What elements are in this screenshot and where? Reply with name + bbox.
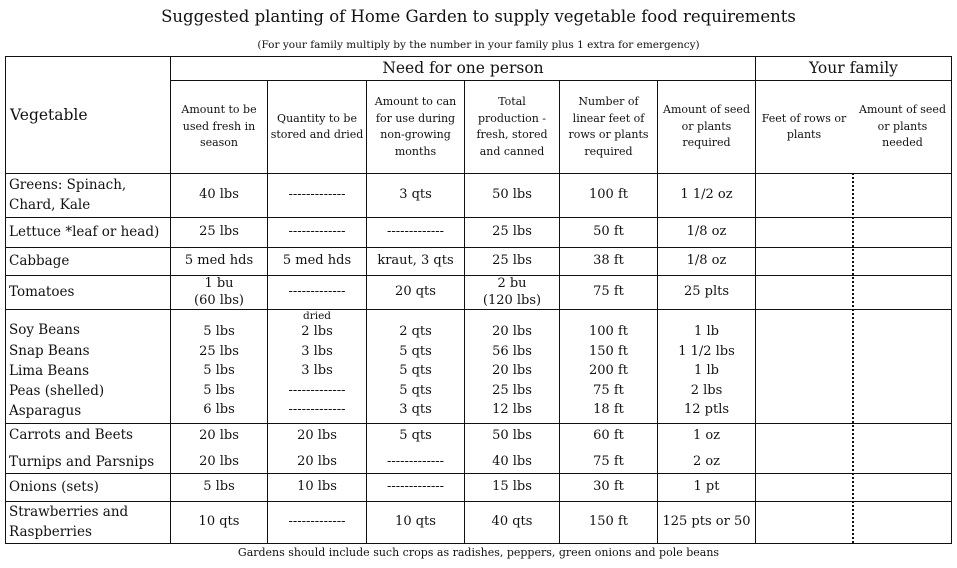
vegetable-name: Greens: Spinach, [9, 176, 127, 193]
page-subtitle: (For your family multiply by the number in your family plus 1 extra for emergency) [257, 39, 700, 51]
col-header-family-rows: Feet of rows or plants [761, 111, 847, 141]
col-header-feet: Number of linear feet of rows or plants required [568, 95, 649, 158]
total-value: 12 lbs [492, 402, 532, 418]
stored-value: 2 lbs [301, 324, 333, 340]
vegetable-name: Onions (sets) [9, 478, 99, 495]
row-onions-feet [560, 474, 657, 501]
row-tomatoes-seed [658, 276, 755, 309]
stored-value: ------------- [288, 514, 346, 530]
row-cabbage-fresh [171, 248, 267, 275]
total-value: 40 qts [491, 514, 533, 530]
canned-value: 5 qts [399, 428, 432, 444]
total-value: 20 lbs [492, 363, 532, 379]
row-onions-family-seed[interactable] [854, 474, 951, 501]
row-roots-vegetable [9, 424, 169, 473]
fresh-value: 5 lbs [203, 479, 235, 495]
total-value: 25 lbs [492, 253, 532, 269]
row-beans-family-seed[interactable] [854, 321, 951, 421]
row-roots-canned [367, 424, 464, 473]
canned-value: 2 qts [399, 324, 432, 340]
feet-value: 60 ft [593, 428, 624, 444]
stored-value: ------------- [288, 382, 346, 398]
vegetable-name: Asparagus [9, 403, 82, 420]
fresh-value: 25 lbs [199, 224, 239, 240]
col-header-canned: Amount to can for use during non-growing months [374, 95, 457, 158]
row-greens-family-seed[interactable] [854, 174, 951, 217]
fresh-value: (60 lbs) [194, 292, 244, 308]
row-lettuce-vegetable [9, 218, 169, 247]
seed-value: 125 pts or 50 [662, 514, 751, 530]
row-roots-family-seed[interactable] [854, 424, 951, 473]
fresh-value: 5 med hds [184, 253, 254, 269]
row-lettuce-seed [658, 218, 755, 247]
vegetable-name: Snap Beans [9, 342, 90, 359]
row-berries-feet [560, 502, 657, 543]
row-beans-vegetable [9, 321, 169, 421]
row-greens-seed [658, 174, 755, 217]
row-onions-family-rows[interactable] [756, 474, 852, 501]
vegetable-name: Tomatoes [9, 284, 75, 301]
canned-value: 5 qts [399, 382, 432, 398]
seed-value: 2 lbs [690, 382, 723, 398]
row-lettuce-fresh [171, 218, 267, 247]
row-cabbage-family-rows[interactable] [756, 248, 852, 275]
seed-value: 1 lb [694, 324, 719, 340]
row-greens-stored [268, 174, 366, 217]
feet-value: 150 ft [589, 343, 628, 359]
row-greens-feet [560, 174, 657, 217]
seed-value: 1 1/2 lbs [678, 343, 735, 359]
canned-value: ------------- [386, 224, 445, 240]
canned-value: 5 qts [399, 363, 432, 379]
stored-value: 3 lbs [301, 363, 333, 379]
stored-value: 5 med hds [282, 253, 352, 269]
page-title: Suggested planting of Home Garden to supply vegetable food requirements [161, 7, 796, 26]
need-one-person-header: Need for one person [382, 59, 544, 78]
vegetable-name: Turnips and Parsnips [9, 453, 155, 470]
feet-value: 200 ft [589, 363, 628, 379]
seed-value: 1/8 oz [686, 253, 727, 269]
row-onions-vegetable [9, 474, 169, 501]
vegetable-name: Carrots and Beets [9, 427, 133, 444]
seed-value: 1 pt [693, 479, 720, 495]
row-tomatoes-fresh [171, 276, 267, 309]
row-cabbage-vegetable [9, 248, 169, 275]
feet-value: 150 ft [589, 514, 628, 530]
col-header-fresh: Amount to be used fresh in season [181, 103, 257, 150]
fresh-value: 5 lbs [203, 363, 235, 379]
row-roots-seed [658, 424, 755, 473]
vegetable-name: Cabbage [9, 252, 70, 269]
fresh-value: 5 lbs [203, 324, 235, 340]
fresh-value: 5 lbs [203, 382, 235, 398]
fresh-value: 25 lbs [199, 343, 239, 359]
col-header-family-seed: Amount of seed or plants needed [859, 103, 946, 150]
seed-value: 12 ptls [683, 402, 730, 418]
vegetable-name: Peas (shelled) [9, 383, 105, 400]
canned-value: kraut, 3 qts [377, 253, 454, 269]
fresh-value: 6 lbs [203, 402, 235, 418]
seed-value: 1 lb [694, 363, 719, 379]
row-berries-vegetable [9, 502, 169, 543]
stored-value: 3 lbs [301, 343, 333, 359]
total-value: 50 lbs [492, 428, 532, 444]
row-cabbage-canned [367, 248, 464, 275]
total-value: 15 lbs [492, 479, 532, 495]
canned-value: ------------- [386, 479, 445, 495]
row-lettuce-feet [560, 218, 657, 247]
dried-note: dried [302, 310, 332, 322]
row-beans-fresh [171, 321, 267, 421]
feet-value: 75 ft [593, 453, 624, 469]
feet-value: 50 ft [593, 224, 624, 240]
seed-value: 2 oz [692, 453, 721, 469]
row-lettuce-stored [268, 218, 366, 247]
stored-value: 10 lbs [297, 479, 337, 495]
row-roots-family-rows[interactable] [756, 424, 852, 473]
feet-value: 75 ft [593, 284, 624, 300]
feet-value: 100 ft [589, 324, 628, 340]
stored-value: 20 lbs [297, 453, 337, 469]
feet-value: 18 ft [593, 402, 624, 418]
canned-value: 10 qts [395, 514, 436, 530]
canned-value: ------------- [386, 453, 445, 469]
row-tomatoes-family-seed[interactable] [854, 276, 951, 309]
row-lettuce-canned [367, 218, 464, 247]
row-cabbage-family-seed[interactable] [854, 248, 951, 275]
row-onions-seed [658, 474, 755, 501]
row-onions-total [465, 474, 559, 501]
seed-value: 25 plts [683, 284, 730, 300]
row-onions-fresh [171, 474, 267, 501]
total-value: 2 bu [497, 276, 527, 292]
seed-value: 1 1/2 oz [680, 187, 733, 203]
feet-value: 75 ft [593, 382, 624, 398]
row-tomatoes-canned [367, 276, 464, 309]
row-berries-fresh [171, 502, 267, 543]
row-lettuce-family-rows[interactable] [756, 218, 852, 247]
row-berries-stored [268, 502, 366, 543]
row-tomatoes-stored [268, 276, 366, 309]
row-berries-family-rows[interactable] [756, 502, 852, 543]
col-header-stored: Quantity to be stored and dried [270, 111, 364, 141]
row-roots-stored [268, 424, 366, 473]
vegetable-name: Lima Beans [9, 362, 90, 379]
row-beans-stored [268, 321, 366, 421]
planting-table [5, 56, 952, 544]
row-greens-vegetable [9, 174, 169, 217]
row-cabbage-stored [268, 248, 366, 275]
feet-value: 38 ft [593, 253, 624, 269]
row-berries-canned [367, 502, 464, 543]
fresh-value: 10 qts [198, 514, 240, 530]
fresh-value: 1 bu [204, 276, 234, 292]
total-value: 40 lbs [492, 453, 532, 469]
total-value: 20 lbs [492, 324, 532, 340]
row-cabbage-seed [658, 248, 755, 275]
row-lettuce-total [465, 218, 559, 247]
row-roots-total [465, 424, 559, 473]
row-beans-family-rows[interactable] [756, 321, 852, 421]
total-value: 25 lbs [492, 224, 532, 240]
row-berries-total [465, 502, 559, 543]
vegetable-name: Soy Beans [9, 322, 80, 339]
row-beans-canned [367, 321, 464, 421]
row-roots-fresh [171, 424, 267, 473]
total-value: 56 lbs [492, 343, 532, 359]
total-value: 50 lbs [492, 187, 532, 203]
stored-value: ------------- [288, 284, 346, 300]
row-tomatoes-feet [560, 276, 657, 309]
row-cabbage-feet [560, 248, 657, 275]
feet-value: 30 ft [593, 479, 624, 495]
row-greens-family-rows[interactable] [756, 174, 852, 217]
row-onions-stored [268, 474, 366, 501]
row-lettuce-family-seed[interactable] [854, 218, 951, 247]
total-value: 25 lbs [492, 382, 532, 398]
canned-value: 3 qts [399, 187, 432, 203]
canned-value: 20 qts [395, 284, 436, 300]
stored-value: ------------- [288, 224, 346, 240]
vegetable-name: Raspberries [9, 523, 92, 540]
canned-value: 5 qts [399, 343, 432, 359]
row-cabbage-total [465, 248, 559, 275]
vegetable-header: Vegetable [10, 105, 88, 124]
vegetable-name: Lettuce *leaf or head) [9, 223, 160, 240]
vegetable-name: Strawberries and [9, 503, 129, 520]
total-value: (120 lbs) [482, 292, 542, 308]
col-header-seed: Amount of seed or plants required [663, 103, 750, 150]
stored-value: ------------- [288, 402, 346, 418]
feet-value: 100 ft [589, 187, 628, 203]
row-beans-total [465, 321, 559, 421]
row-greens-canned [367, 174, 464, 217]
row-beans-seed [658, 321, 755, 421]
canned-value: 3 qts [399, 402, 432, 418]
row-beans-feet [560, 321, 657, 421]
row-onions-canned [367, 474, 464, 501]
fresh-value: 40 lbs [199, 187, 239, 203]
your-family-header: Your family [809, 59, 898, 78]
row-greens-total [465, 174, 559, 217]
row-roots-feet [560, 424, 657, 473]
stored-value: 20 lbs [297, 428, 337, 444]
fresh-value: 20 lbs [199, 428, 239, 444]
fresh-value: 20 lbs [199, 453, 239, 469]
col-header-total: Total production - fresh, stored and canned [476, 95, 548, 158]
page-footer: Gardens should include such crops as radishes, peppers, green onions and pole beans [237, 546, 720, 559]
row-berries-family-seed[interactable] [854, 502, 951, 543]
row-tomatoes-family-rows[interactable] [756, 276, 852, 309]
row-berries-seed [658, 502, 755, 543]
row-greens-fresh [171, 174, 267, 217]
seed-value: 1/8 oz [686, 224, 727, 240]
stored-value: ------------- [288, 187, 346, 203]
row-tomatoes-total [465, 276, 559, 309]
seed-value: 1 oz [692, 428, 721, 444]
row-tomatoes-vegetable [9, 276, 169, 309]
vegetable-name: Chard, Kale [9, 196, 91, 213]
